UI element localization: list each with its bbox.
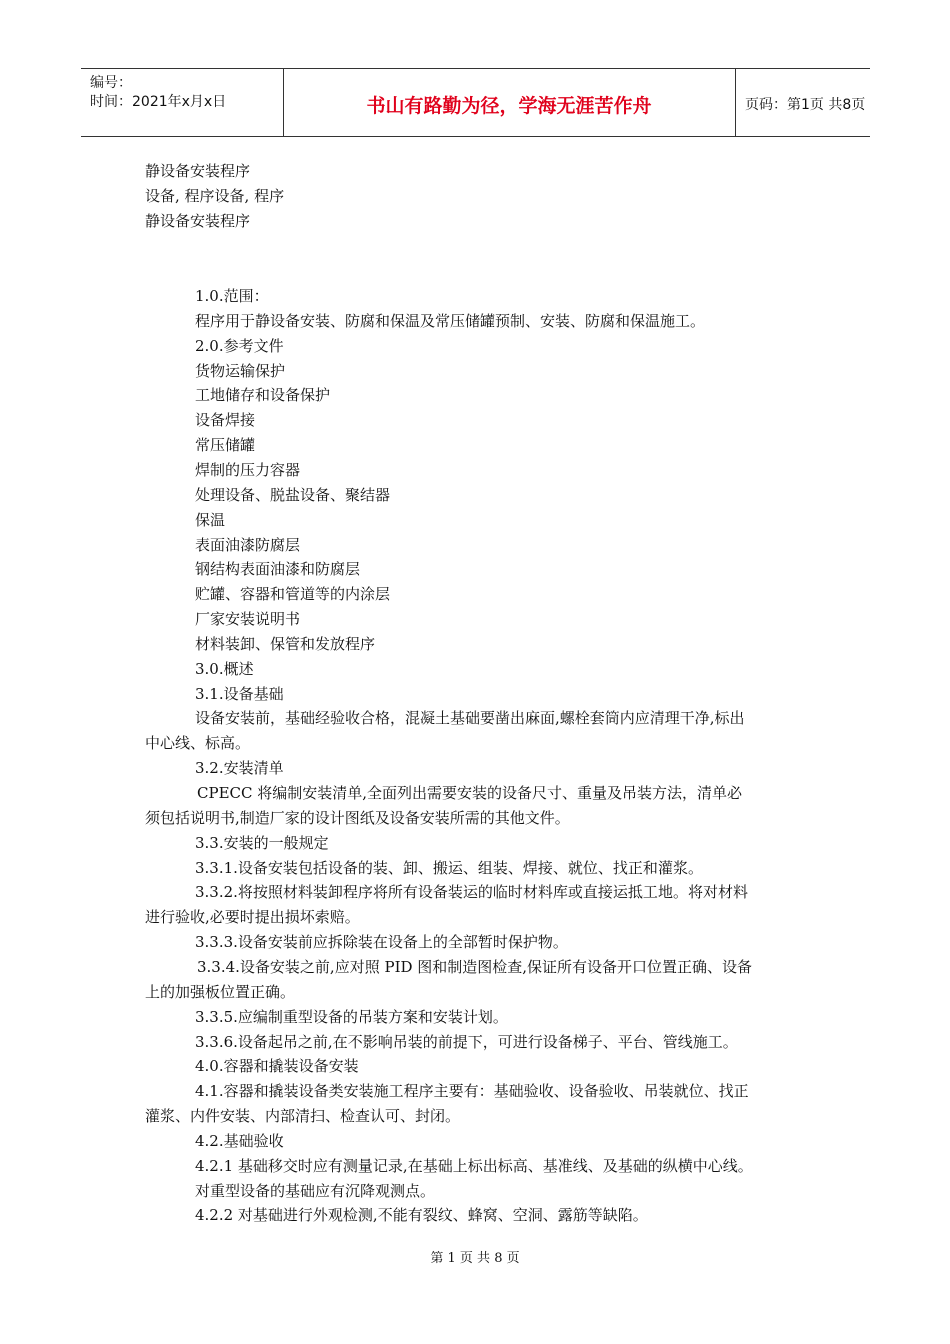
body-line: 3.3.2.将按照材料装卸程序将所有设备装运的临时材料库或直接运抵工地。将对材料	[195, 883, 748, 901]
body-line: 表面油漆防腐层	[195, 536, 301, 554]
body-line: 设备安装前，基础经验收合格，混凝土基础要凿出麻面,螺栓套筒内应清理干净,标出	[195, 709, 745, 727]
body-line: 货物运输保护	[195, 362, 286, 380]
doc-keywords: 设备, 程序设备, 程序	[145, 187, 285, 205]
document-time-label: 时间：2021年x月x日	[90, 94, 227, 110]
page-header	[81, 68, 870, 137]
body-line: 设备焊接	[195, 411, 256, 429]
body-line: 4.1.容器和撬装设备类安装施工程序主要有：基础验收、设备验收、吊装就位、找正	[195, 1082, 749, 1100]
body-line: 4.2.2 对基础进行外观检测,不能有裂纹、蜂窝、空洞、露筋等缺陷。	[195, 1206, 648, 1224]
body-line: 对重型设备的基础应有沉降观测点。	[195, 1182, 436, 1200]
header-motto: 书山有路勤为径，学海无涯苦作舟	[366, 95, 652, 117]
doc-subtitle: 静设备安装程序	[145, 212, 251, 230]
body-line: 工地储存和设备保护	[195, 386, 331, 404]
body-line: 焊制的压力容器	[195, 461, 301, 479]
header-left-cell	[81, 69, 284, 136]
body-line: 3.3.6.设备起吊之前,在不影响吊装的前提下，可进行设备梯子、平台、管线施工。	[195, 1033, 738, 1051]
body-line: 上的加强板位置正确。	[145, 983, 296, 1001]
body-line: 3.3.3.设备安装前应拆除装在设备上的全部暂时保护物。	[195, 933, 568, 951]
body-line: 3.1.设备基础	[195, 685, 284, 703]
body-line: 材料装卸、保管和发放程序	[195, 635, 376, 653]
body-line: 钢结构表面油漆和防腐层	[195, 560, 361, 578]
body-line: CPECC 将编制安装清单,全面列出需要安装的设备尺寸、重量及吊装方法，清单必	[197, 784, 743, 802]
body-line: 须包括说明书,制造厂家的设计图纸及设备安装所需的其他文件。	[145, 809, 570, 827]
body-line: 3.2.安装清单	[195, 759, 284, 777]
body-line: 常压储罐	[195, 436, 256, 454]
body-line: 2.0.参考文件	[195, 337, 284, 355]
body-line: 4.2.基础验收	[195, 1132, 284, 1150]
header-right-cell	[736, 69, 870, 136]
body-line: 处理设备、脱盐设备、聚结器	[195, 486, 391, 504]
body-line: 3.3.4.设备安装之前,应对照 PID 图和制造图检查,保证所有设备开口位置正确、设备	[197, 958, 753, 976]
page-footer: 第 1 页 共 8 页	[430, 1251, 520, 1266]
document-code-label: 编号：	[90, 75, 132, 91]
doc-title: 静设备安装程序	[145, 162, 251, 180]
header-page-code: 页码：第1页 共8页	[745, 97, 866, 113]
body-line: 中心线、标高。	[145, 734, 251, 752]
body-line: 进行验收,必要时提出损坏索赔。	[145, 908, 360, 926]
body-line: 3.0.概述	[195, 660, 254, 678]
body-line: 厂家安装说明书	[195, 610, 301, 628]
body-line: 4.0.容器和撬装设备安装	[195, 1057, 359, 1075]
body-line: 4.2.1 基础移交时应有测量记录,在基础上标出标高、基准线、及基础的纵横中心线。	[195, 1157, 753, 1175]
body-line: 灌浆、内件安装、内部清扫、检查认可、封闭。	[145, 1107, 461, 1125]
body-line: 3.3.1.设备安装包括设备的装、卸、搬运、组装、焊接、就位、找正和灌浆。	[195, 859, 703, 877]
body-line: 贮罐、容器和管道等的内涂层	[195, 585, 391, 603]
body-line: 程序用于静设备安装、防腐和保温及常压储罐预制、安装、防腐和保温施工。	[195, 312, 706, 330]
body-line: 保温	[195, 511, 226, 529]
body-line: 1.0.范围：	[195, 287, 269, 305]
header-middle-cell	[283, 69, 736, 136]
body-line: 3.3.5.应编制重型设备的吊装方案和安装计划。	[195, 1008, 508, 1026]
body-line: 3.3.安装的一般规定	[195, 834, 329, 852]
